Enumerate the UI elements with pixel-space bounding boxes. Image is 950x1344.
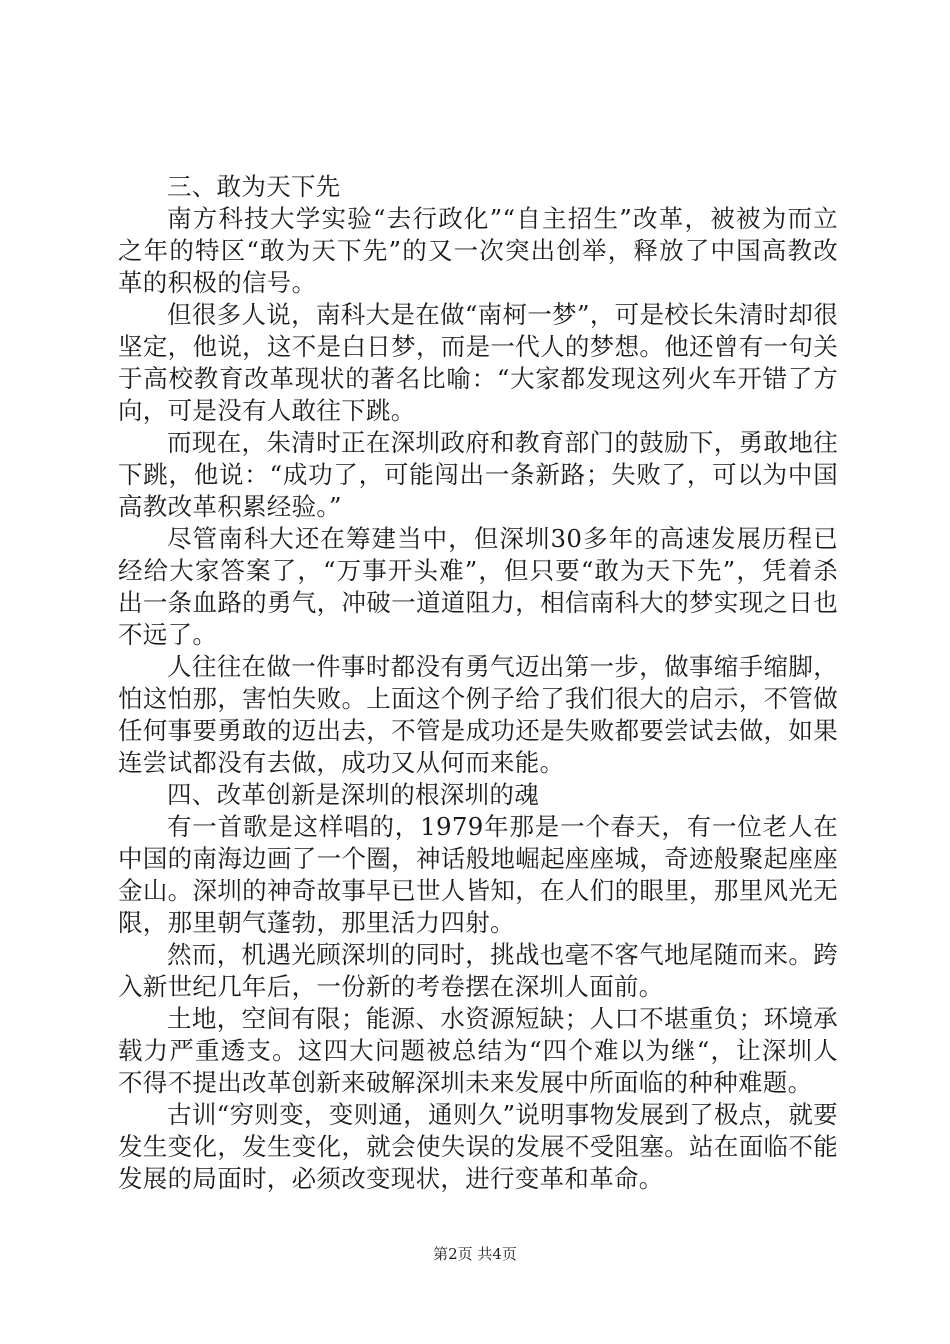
paragraph: 有一首歌是这样唱的，1979年那是一个春天，有一位老人在中国的南海边画了一个圈，神话般地崛起座座城，奇迹般聚起座座金山。深圳的神奇故事早已世人皆知，在人们的眼里，那里风光无限，那里朝气蓬勃，那里活力四射。 — [118, 812, 838, 937]
page-number-footer: 第2页 共4页 — [433, 1245, 517, 1263]
paragraph: 但很多人说，南科大是在做“南柯一梦”，可是校长朱清时却很坚定，他说，这不是白日梦，而是一代人的梦想。他还曾有一句关于高校教育改革现状的著名比喻：“大家都发现这列火车开错了方向，可是没有人敢往下跳。 — [118, 300, 838, 425]
section-heading-4: 四、改革创新是深圳的根深圳的魂 — [167, 780, 539, 809]
paragraph: 尽管南科大还在筹建当中，但深圳30多年的高速发展历程已经给大家答案了，“万事开头难”，但只要“敢为天下先”，凭着杀出一条血路的勇气，冲破一道道阻力，相信南科大的梦实现之日也不远了。 — [118, 524, 838, 649]
paragraph: 土地，空间有限；能源、水资源短缺；人口不堪重负；环境承载力严重透支。这四大问题被总结为“四个难以为继“，让深圳人不得不提出改革创新来破解深圳未来发展中所面临的种种难题。 — [118, 1004, 838, 1097]
paragraph: 古训“穷则变，变则通，通则久”说明事物发展到了极点，就要发生变化，发生变化，就会使失误的发展不受阻塞。站在面临不能发展的局面时，必须改变现状，进行变革和革命。 — [118, 1100, 838, 1193]
document-body — [118, 171, 838, 1195]
paragraph: 而现在，朱清时正在深圳政府和教育部门的鼓励下，勇敢地往下跳，他说：“成功了，可能闯出一条新路；失败了，可以为中国高教改革积累经验。” — [118, 428, 838, 521]
paragraph: 然而，机遇光顾深圳的同时，挑战也毫不客气地尾随而来。跨入新世纪几年后，一份新的考卷摆在深圳人面前。 — [118, 940, 838, 1001]
paragraph: 南方科技大学实验“去行政化”“自主招生”改革，被被为而立之年的特区“敢为天下先”的又一次突出创举，释放了中国高教改革的积极的信号。 — [118, 204, 838, 297]
paragraph: 人往往在做一件事时都没有勇气迈出第一步，做事缩手缩脚，怕这怕那，害怕失败。上面这个例子给了我们很大的启示，不管做任何事要勇敢的迈出去，不管是成功还是失败都要尝试去做，如果连尝试都没有去做，成功又从何而来能。 — [118, 652, 838, 777]
section-heading-3: 三、敢为天下先 — [167, 172, 341, 201]
